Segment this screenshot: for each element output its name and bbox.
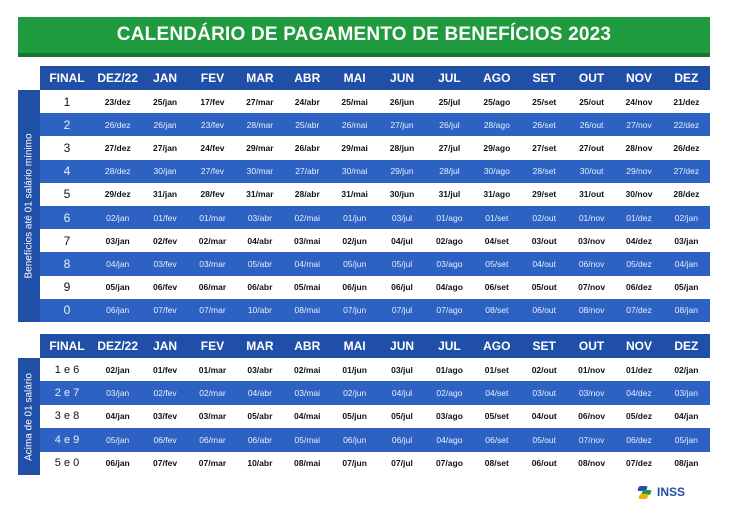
payment-date-cell: 05/jan xyxy=(94,276,141,299)
final-digit-cell: 8 xyxy=(40,252,94,275)
payment-date-cell: 07/nov xyxy=(568,428,615,451)
payment-date-cell: 29/mai xyxy=(331,136,378,159)
table-row xyxy=(40,299,710,322)
payment-date-cell: 27/nov xyxy=(615,113,662,136)
payment-date-cell: 03/mar xyxy=(189,405,236,428)
payment-date-cell: 30/jan xyxy=(141,160,188,183)
payment-date-cell: 30/mai xyxy=(331,160,378,183)
payment-date-cell: 07/mar xyxy=(189,452,236,475)
final-digit-cell: 6 xyxy=(40,206,94,229)
payment-date-cell: 24/fev xyxy=(189,136,236,159)
payment-date-cell: 02/mai xyxy=(284,358,331,381)
payment-date-cell: 27/mar xyxy=(236,90,283,113)
payment-date-cell: 05/jun xyxy=(331,252,378,275)
payment-date-cell: 07/jun xyxy=(331,299,378,322)
payment-date-cell: 04/out xyxy=(521,252,568,275)
payment-date-cell: 24/nov xyxy=(615,90,662,113)
payment-date-cell: 03/abr xyxy=(236,358,283,381)
payment-date-cell: 08/nov xyxy=(568,299,615,322)
payment-date-cell: 03/out xyxy=(521,229,568,252)
payment-date-cell: 01/jun xyxy=(331,358,378,381)
header-month: SET xyxy=(521,66,568,90)
payment-date-cell: 08/mai xyxy=(284,299,331,322)
header-month: ABR xyxy=(284,66,331,90)
payment-date-cell: 05/mai xyxy=(284,276,331,299)
header-month: DEZ/22 xyxy=(94,66,141,90)
payment-date-cell: 07/jul xyxy=(378,299,425,322)
payment-date-cell: 01/dez xyxy=(615,206,662,229)
payment-date-cell: 03/jan xyxy=(94,381,141,404)
payment-date-cell: 28/jul xyxy=(426,160,473,183)
final-digit-cell: 4 e 9 xyxy=(40,428,94,451)
payment-date-cell: 05/dez xyxy=(615,405,662,428)
header-month: JUN xyxy=(378,334,425,358)
payment-date-cell: 08/mai xyxy=(284,452,331,475)
header-final: FINAL xyxy=(40,334,94,358)
payment-date-cell: 05/jan xyxy=(663,276,710,299)
payment-date-cell: 05/set xyxy=(473,252,520,275)
header-month: FEV xyxy=(189,66,236,90)
payment-date-cell: 17/fev xyxy=(189,90,236,113)
payment-date-cell: 04/abr xyxy=(236,229,283,252)
table-row xyxy=(40,381,710,404)
payment-date-cell: 04/set xyxy=(473,229,520,252)
payment-date-cell: 08/jan xyxy=(663,299,710,322)
payment-date-cell: 31/mar xyxy=(236,183,283,206)
payment-date-cell: 27/dez xyxy=(663,160,710,183)
payment-date-cell: 23/dez xyxy=(94,90,141,113)
payment-date-cell: 05/jun xyxy=(331,405,378,428)
payment-date-cell: 27/jul xyxy=(426,136,473,159)
payment-date-cell: 26/set xyxy=(521,113,568,136)
payment-date-cell: 03/jul xyxy=(378,358,425,381)
payment-date-cell: 07/fev xyxy=(141,452,188,475)
payment-date-cell: 22/dez xyxy=(663,113,710,136)
header-month: MAR xyxy=(236,334,283,358)
header-month: OUT xyxy=(568,334,615,358)
payment-date-cell: 03/mai xyxy=(284,381,331,404)
payment-date-cell: 02/out xyxy=(521,206,568,229)
payment-date-cell: 29/mar xyxy=(236,136,283,159)
payment-date-cell: 06/dez xyxy=(615,428,662,451)
payment-date-cell: 01/nov xyxy=(568,206,615,229)
payment-date-cell: 04/jan xyxy=(94,252,141,275)
payment-date-cell: 06/jul xyxy=(378,276,425,299)
payment-date-cell: 06/jun xyxy=(331,428,378,451)
payment-date-cell: 02/jun xyxy=(331,381,378,404)
payment-table xyxy=(40,334,710,475)
payment-date-cell: 04/mai xyxy=(284,405,331,428)
header-month: JUL xyxy=(426,66,473,90)
payment-date-cell: 08/set xyxy=(473,452,520,475)
payment-date-cell: 04/ago xyxy=(426,276,473,299)
payment-date-cell: 04/jan xyxy=(94,405,141,428)
payment-date-cell: 31/ago xyxy=(473,183,520,206)
payment-date-cell: 27/set xyxy=(521,136,568,159)
payment-date-cell: 06/set xyxy=(473,276,520,299)
payment-date-cell: 30/mar xyxy=(236,160,283,183)
payment-date-cell: 01/ago xyxy=(426,358,473,381)
payment-date-cell: 04/ago xyxy=(426,428,473,451)
payment-date-cell: 02/ago xyxy=(426,229,473,252)
payment-date-cell: 10/abr xyxy=(236,299,283,322)
payment-date-cell: 25/ago xyxy=(473,90,520,113)
payment-date-cell: 31/jul xyxy=(426,183,473,206)
payment-date-cell: 04/jul xyxy=(378,229,425,252)
payment-date-cell: 06/fev xyxy=(141,428,188,451)
table-row xyxy=(40,229,710,252)
payment-date-cell: 26/dez xyxy=(94,113,141,136)
payment-date-cell: 04/dez xyxy=(615,381,662,404)
payment-date-cell: 07/ago xyxy=(426,299,473,322)
payment-date-cell: 06/abr xyxy=(236,276,283,299)
payment-date-cell: 28/set xyxy=(521,160,568,183)
payment-date-cell: 05/jul xyxy=(378,405,425,428)
payment-date-cell: 25/abr xyxy=(284,113,331,136)
payment-date-cell: 01/mar xyxy=(189,206,236,229)
header-row xyxy=(40,66,710,90)
header-month: MAI xyxy=(331,334,378,358)
table-row xyxy=(40,252,710,275)
payment-date-cell: 30/nov xyxy=(615,183,662,206)
payment-date-cell: 26/mai xyxy=(331,113,378,136)
payment-date-cell: 03/nov xyxy=(568,229,615,252)
payment-date-cell: 03/abr xyxy=(236,206,283,229)
payment-date-cell: 26/out xyxy=(568,113,615,136)
payment-date-cell: 03/ago xyxy=(426,252,473,275)
payment-date-cell: 01/dez xyxy=(615,358,662,381)
payment-date-cell: 28/jun xyxy=(378,136,425,159)
payment-date-cell: 26/dez xyxy=(663,136,710,159)
payment-date-cell: 06/jan xyxy=(94,452,141,475)
final-digit-cell: 3 xyxy=(40,136,94,159)
final-digit-cell: 9 xyxy=(40,276,94,299)
payment-date-cell: 29/nov xyxy=(615,160,662,183)
payment-date-cell: 04/dez xyxy=(615,229,662,252)
payment-date-cell: 28/abr xyxy=(284,183,331,206)
payment-date-cell: 27/dez xyxy=(94,136,141,159)
payment-date-cell: 26/jan xyxy=(141,113,188,136)
header-month: NOV xyxy=(615,66,662,90)
payment-date-cell: 01/nov xyxy=(568,358,615,381)
payment-date-cell: 07/fev xyxy=(141,299,188,322)
side-label-text: Acima de 01 salário xyxy=(23,372,35,461)
side-label xyxy=(18,90,40,322)
header-month: FEV xyxy=(189,334,236,358)
payment-date-cell: 05/dez xyxy=(615,252,662,275)
payment-date-cell: 28/fev xyxy=(189,183,236,206)
payment-date-cell: 25/set xyxy=(521,90,568,113)
page-title: CALENDÁRIO DE PAGAMENTO DE BENEFÍCIOS 2023 xyxy=(116,24,612,45)
header-month: MAI xyxy=(331,66,378,90)
payment-date-cell: 01/fev xyxy=(141,358,188,381)
payment-date-cell: 25/jul xyxy=(426,90,473,113)
payment-date-cell: 06/mar xyxy=(189,428,236,451)
final-digit-cell: 1 xyxy=(40,90,94,113)
payment-date-cell: 03/out xyxy=(521,381,568,404)
payment-date-cell: 28/mar xyxy=(236,113,283,136)
payment-date-cell: 31/jan xyxy=(141,183,188,206)
final-digit-cell: 7 xyxy=(40,229,94,252)
payment-date-cell: 03/fev xyxy=(141,252,188,275)
payment-date-cell: 04/set xyxy=(473,381,520,404)
payment-date-cell: 03/jul xyxy=(378,206,425,229)
payment-date-cell: 27/out xyxy=(568,136,615,159)
payment-date-cell: 24/abr xyxy=(284,90,331,113)
payment-date-cell: 03/jan xyxy=(663,381,710,404)
header-month: JAN xyxy=(141,334,188,358)
payment-date-cell: 06/jan xyxy=(94,299,141,322)
header-month: AGO xyxy=(473,334,520,358)
payment-date-cell: 05/jul xyxy=(378,252,425,275)
header-month: MAR xyxy=(236,66,283,90)
final-digit-cell: 2 e 7 xyxy=(40,381,94,404)
payment-date-cell: 06/out xyxy=(521,299,568,322)
payment-date-cell: 10/abr xyxy=(236,452,283,475)
payment-date-cell: 27/fev xyxy=(189,160,236,183)
table-row xyxy=(40,136,710,159)
inss-logo-icon xyxy=(636,484,654,500)
payment-date-cell: 05/jan xyxy=(94,428,141,451)
payment-date-cell: 05/mai xyxy=(284,428,331,451)
payment-date-cell: 28/nov xyxy=(615,136,662,159)
header-month: OUT xyxy=(568,66,615,90)
payment-date-cell: 31/mai xyxy=(331,183,378,206)
payment-date-cell: 03/jan xyxy=(94,229,141,252)
payment-date-cell: 02/mar xyxy=(189,381,236,404)
payment-date-cell: 07/jun xyxy=(331,452,378,475)
side-label-text: Benefícios até 01 salário mínimo xyxy=(23,133,35,279)
payment-date-cell: 06/nov xyxy=(568,252,615,275)
payment-date-cell: 02/jan xyxy=(94,206,141,229)
payment-date-cell: 05/jan xyxy=(663,428,710,451)
payment-date-cell: 30/jun xyxy=(378,183,425,206)
payment-date-cell: 28/dez xyxy=(663,183,710,206)
side-label xyxy=(18,358,40,475)
table-row xyxy=(40,276,710,299)
payment-date-cell: 05/set xyxy=(473,405,520,428)
payment-date-cell: 29/set xyxy=(521,183,568,206)
payment-date-cell: 01/mar xyxy=(189,358,236,381)
payment-date-cell: 29/jun xyxy=(378,160,425,183)
payment-date-cell: 29/ago xyxy=(473,136,520,159)
final-digit-cell: 5 e 0 xyxy=(40,452,94,475)
table-row xyxy=(40,358,710,381)
payment-date-cell: 02/mar xyxy=(189,229,236,252)
payment-date-cell: 23/fev xyxy=(189,113,236,136)
payment-date-cell: 01/jun xyxy=(331,206,378,229)
payment-date-cell: 04/jul xyxy=(378,381,425,404)
payment-date-cell: 07/ago xyxy=(426,452,473,475)
payment-date-cell: 07/jul xyxy=(378,452,425,475)
payment-date-cell: 02/fev xyxy=(141,229,188,252)
final-digit-cell: 0 xyxy=(40,299,94,322)
payment-date-cell: 25/mai xyxy=(331,90,378,113)
table-row xyxy=(40,90,710,113)
final-digit-cell: 3 e 8 xyxy=(40,405,94,428)
payment-date-cell: 26/jul xyxy=(426,113,473,136)
table-row xyxy=(40,452,710,475)
payment-date-cell: 02/fev xyxy=(141,381,188,404)
final-digit-cell: 5 xyxy=(40,183,94,206)
header-row xyxy=(40,334,710,358)
table-row xyxy=(40,183,710,206)
table-row xyxy=(40,160,710,183)
payment-date-cell: 08/set xyxy=(473,299,520,322)
final-digit-cell: 1 e 6 xyxy=(40,358,94,381)
payment-date-cell: 28/ago xyxy=(473,113,520,136)
payment-date-cell: 05/abr xyxy=(236,405,283,428)
payment-date-cell: 26/abr xyxy=(284,136,331,159)
payment-date-cell: 06/dez xyxy=(615,276,662,299)
payment-date-cell: 25/jan xyxy=(141,90,188,113)
payment-date-cell: 07/nov xyxy=(568,276,615,299)
header-month: DEZ xyxy=(663,334,710,358)
payment-date-cell: 04/abr xyxy=(236,381,283,404)
header-month: JUN xyxy=(378,66,425,90)
payment-date-cell: 06/fev xyxy=(141,276,188,299)
payment-date-cell: 01/ago xyxy=(426,206,473,229)
header-month: JUL xyxy=(426,334,473,358)
payment-date-cell: 30/out xyxy=(568,160,615,183)
payment-date-cell: 21/dez xyxy=(663,90,710,113)
payment-date-cell: 03/ago xyxy=(426,405,473,428)
payment-date-cell: 01/set xyxy=(473,358,520,381)
payment-date-cell: 04/mai xyxy=(284,252,331,275)
payment-date-cell: 04/jan xyxy=(663,252,710,275)
final-digit-cell: 2 xyxy=(40,113,94,136)
logo-text: INSS xyxy=(657,485,686,499)
inss-logo xyxy=(636,484,685,500)
table-row xyxy=(40,428,710,451)
payment-date-cell: 02/ago xyxy=(426,381,473,404)
title-bar xyxy=(18,17,710,57)
payment-date-cell: 27/jan xyxy=(141,136,188,159)
header-final: FINAL xyxy=(40,66,94,90)
payment-date-cell: 02/jan xyxy=(94,358,141,381)
header-month: ABR xyxy=(284,334,331,358)
header-month: DEZ xyxy=(663,66,710,90)
payment-date-cell: 01/fev xyxy=(141,206,188,229)
payment-date-cell: 27/abr xyxy=(284,160,331,183)
payment-table xyxy=(40,66,710,322)
payment-date-cell: 26/jun xyxy=(378,90,425,113)
payment-date-cell: 06/jun xyxy=(331,276,378,299)
payment-date-cell: 03/fev xyxy=(141,405,188,428)
payment-date-cell: 03/mai xyxy=(284,229,331,252)
header-month: NOV xyxy=(615,334,662,358)
payment-date-cell: 08/nov xyxy=(568,452,615,475)
payment-date-cell: 05/out xyxy=(521,428,568,451)
payment-date-cell: 03/nov xyxy=(568,381,615,404)
payment-date-cell: 06/abr xyxy=(236,428,283,451)
table-row xyxy=(40,113,710,136)
payment-date-cell: 02/jun xyxy=(331,229,378,252)
payment-date-cell: 01/set xyxy=(473,206,520,229)
payment-date-cell: 27/jun xyxy=(378,113,425,136)
payment-date-cell: 06/set xyxy=(473,428,520,451)
final-digit-cell: 4 xyxy=(40,160,94,183)
header-month: DEZ/22 xyxy=(94,334,141,358)
table-row xyxy=(40,206,710,229)
table-row xyxy=(40,405,710,428)
payment-date-cell: 08/jan xyxy=(663,452,710,475)
payment-date-cell: 05/out xyxy=(521,276,568,299)
payment-date-cell: 02/out xyxy=(521,358,568,381)
header-month: AGO xyxy=(473,66,520,90)
payment-date-cell: 05/abr xyxy=(236,252,283,275)
payment-date-cell: 25/out xyxy=(568,90,615,113)
payment-date-cell: 28/dez xyxy=(94,160,141,183)
payment-date-cell: 02/jan xyxy=(663,358,710,381)
payment-date-cell: 06/out xyxy=(521,452,568,475)
payment-date-cell: 06/jul xyxy=(378,428,425,451)
payment-date-cell: 07/dez xyxy=(615,452,662,475)
payment-date-cell: 03/mar xyxy=(189,252,236,275)
payment-date-cell: 04/out xyxy=(521,405,568,428)
payment-date-cell: 06/mar xyxy=(189,276,236,299)
payment-date-cell: 30/ago xyxy=(473,160,520,183)
payment-date-cell: 06/nov xyxy=(568,405,615,428)
payment-date-cell: 29/dez xyxy=(94,183,141,206)
header-month: JAN xyxy=(141,66,188,90)
header-month: SET xyxy=(521,334,568,358)
payment-date-cell: 04/jan xyxy=(663,405,710,428)
payment-date-cell: 31/out xyxy=(568,183,615,206)
payment-date-cell: 07/dez xyxy=(615,299,662,322)
payment-date-cell: 03/jan xyxy=(663,229,710,252)
payment-date-cell: 07/mar xyxy=(189,299,236,322)
payment-date-cell: 02/mai xyxy=(284,206,331,229)
payment-date-cell: 02/jan xyxy=(663,206,710,229)
